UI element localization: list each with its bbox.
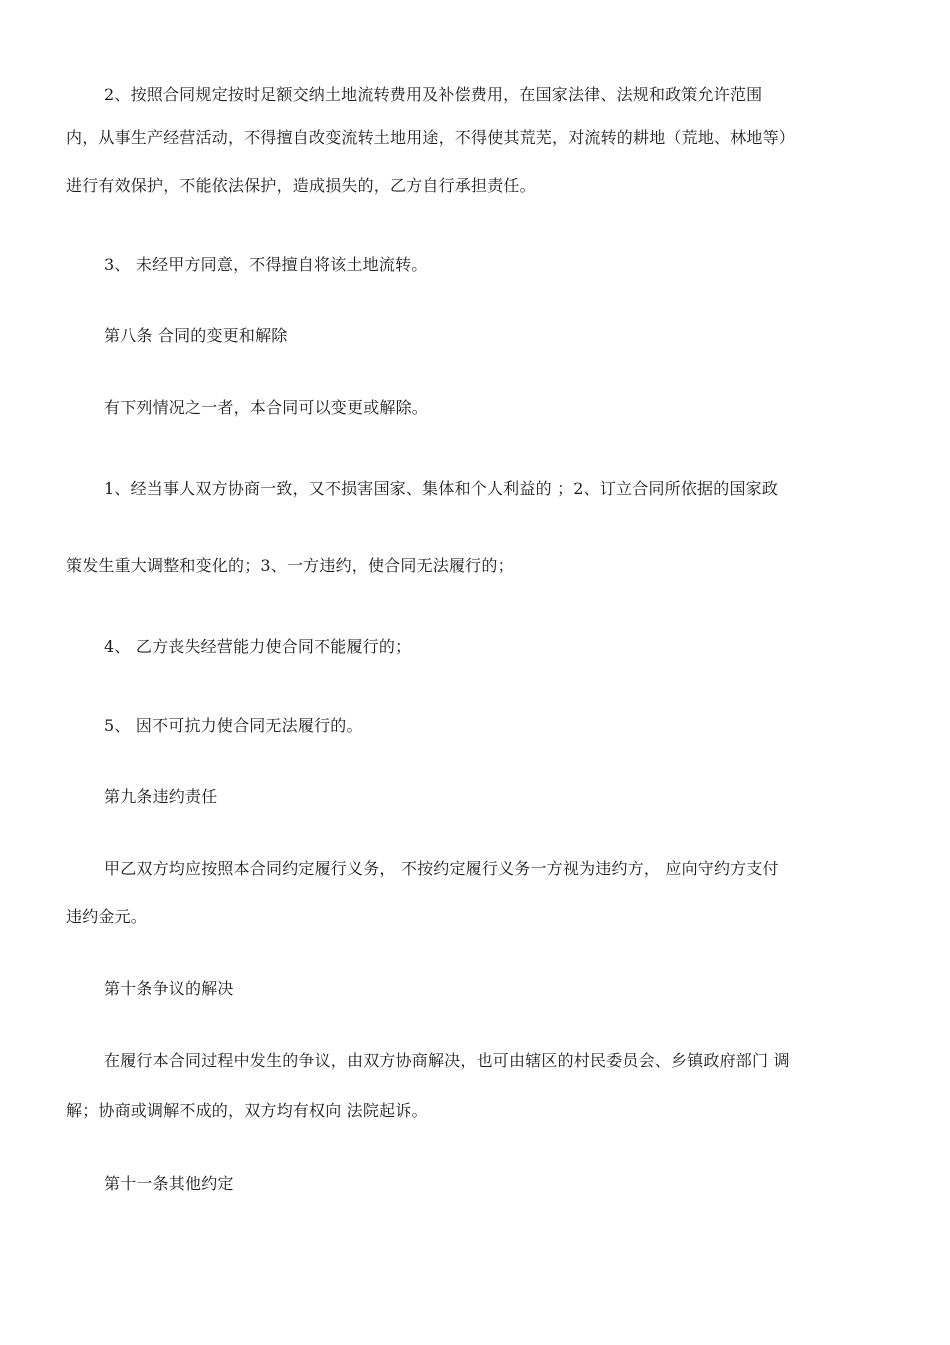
article-8-item-5: 5、 因不可抗力使合同无法履行的。 [104, 716, 363, 735]
article-8-items-line-2: 策发生重大调整和变化的；3、一方违约，使合同无法履行的； [66, 556, 514, 575]
clause-7-2-line-1: 2、按照合同规定按时足额交纳土地流转费用及补偿费用，在国家法律、法规和政策允许范围 [104, 85, 763, 104]
article-9-body-line-1: 甲乙双方均应按照本合同约定履行义务， 不按约定履行义务一方视为违约方， 应向守约方支付 [104, 859, 779, 878]
clause-7-2-line-3: 进行有效保护，不能依法保护，造成损失的，乙方自行承担责任。 [66, 176, 536, 195]
article-8-intro: 有下列情况之一者，本合同可以变更或解除。 [104, 398, 429, 417]
article-8-items-line-1: 1、经当事人双方协商一致，又不损害国家、集体和个人利益的 ；2、订立合同所依据的国家政 [104, 479, 779, 498]
article-8-heading: 第八条 合同的变更和解除 [104, 326, 288, 345]
article-11-heading: 第十一条其他约定 [104, 1174, 234, 1193]
article-8-item-4: 4、 乙方丧失经营能力使合同不能履行的； [104, 637, 412, 656]
clause-7-2-line-2: 内，从事生产经营活动，不得擅自改变流转土地用途，不得使其荒芜，对流转的耕地（荒地、林地等） [66, 128, 796, 147]
article-9-body-line-2: 违约金元。 [66, 907, 148, 926]
article-9-heading: 第九条违约责任 [104, 787, 218, 806]
article-10-body-line-1: 在履行本合同过程中发生的争议，由双方协商解决，也可由辖区的村民委员会、乡镇政府部门 调 [104, 1051, 790, 1070]
clause-7-3: 3、 未经甲方同意，不得擅自将该土地流转。 [104, 255, 428, 274]
article-10-body-line-2: 解；协商或调解不成的，双方均有权向 法院起诉。 [66, 1101, 428, 1120]
article-10-heading: 第十条争议的解决 [104, 979, 234, 998]
